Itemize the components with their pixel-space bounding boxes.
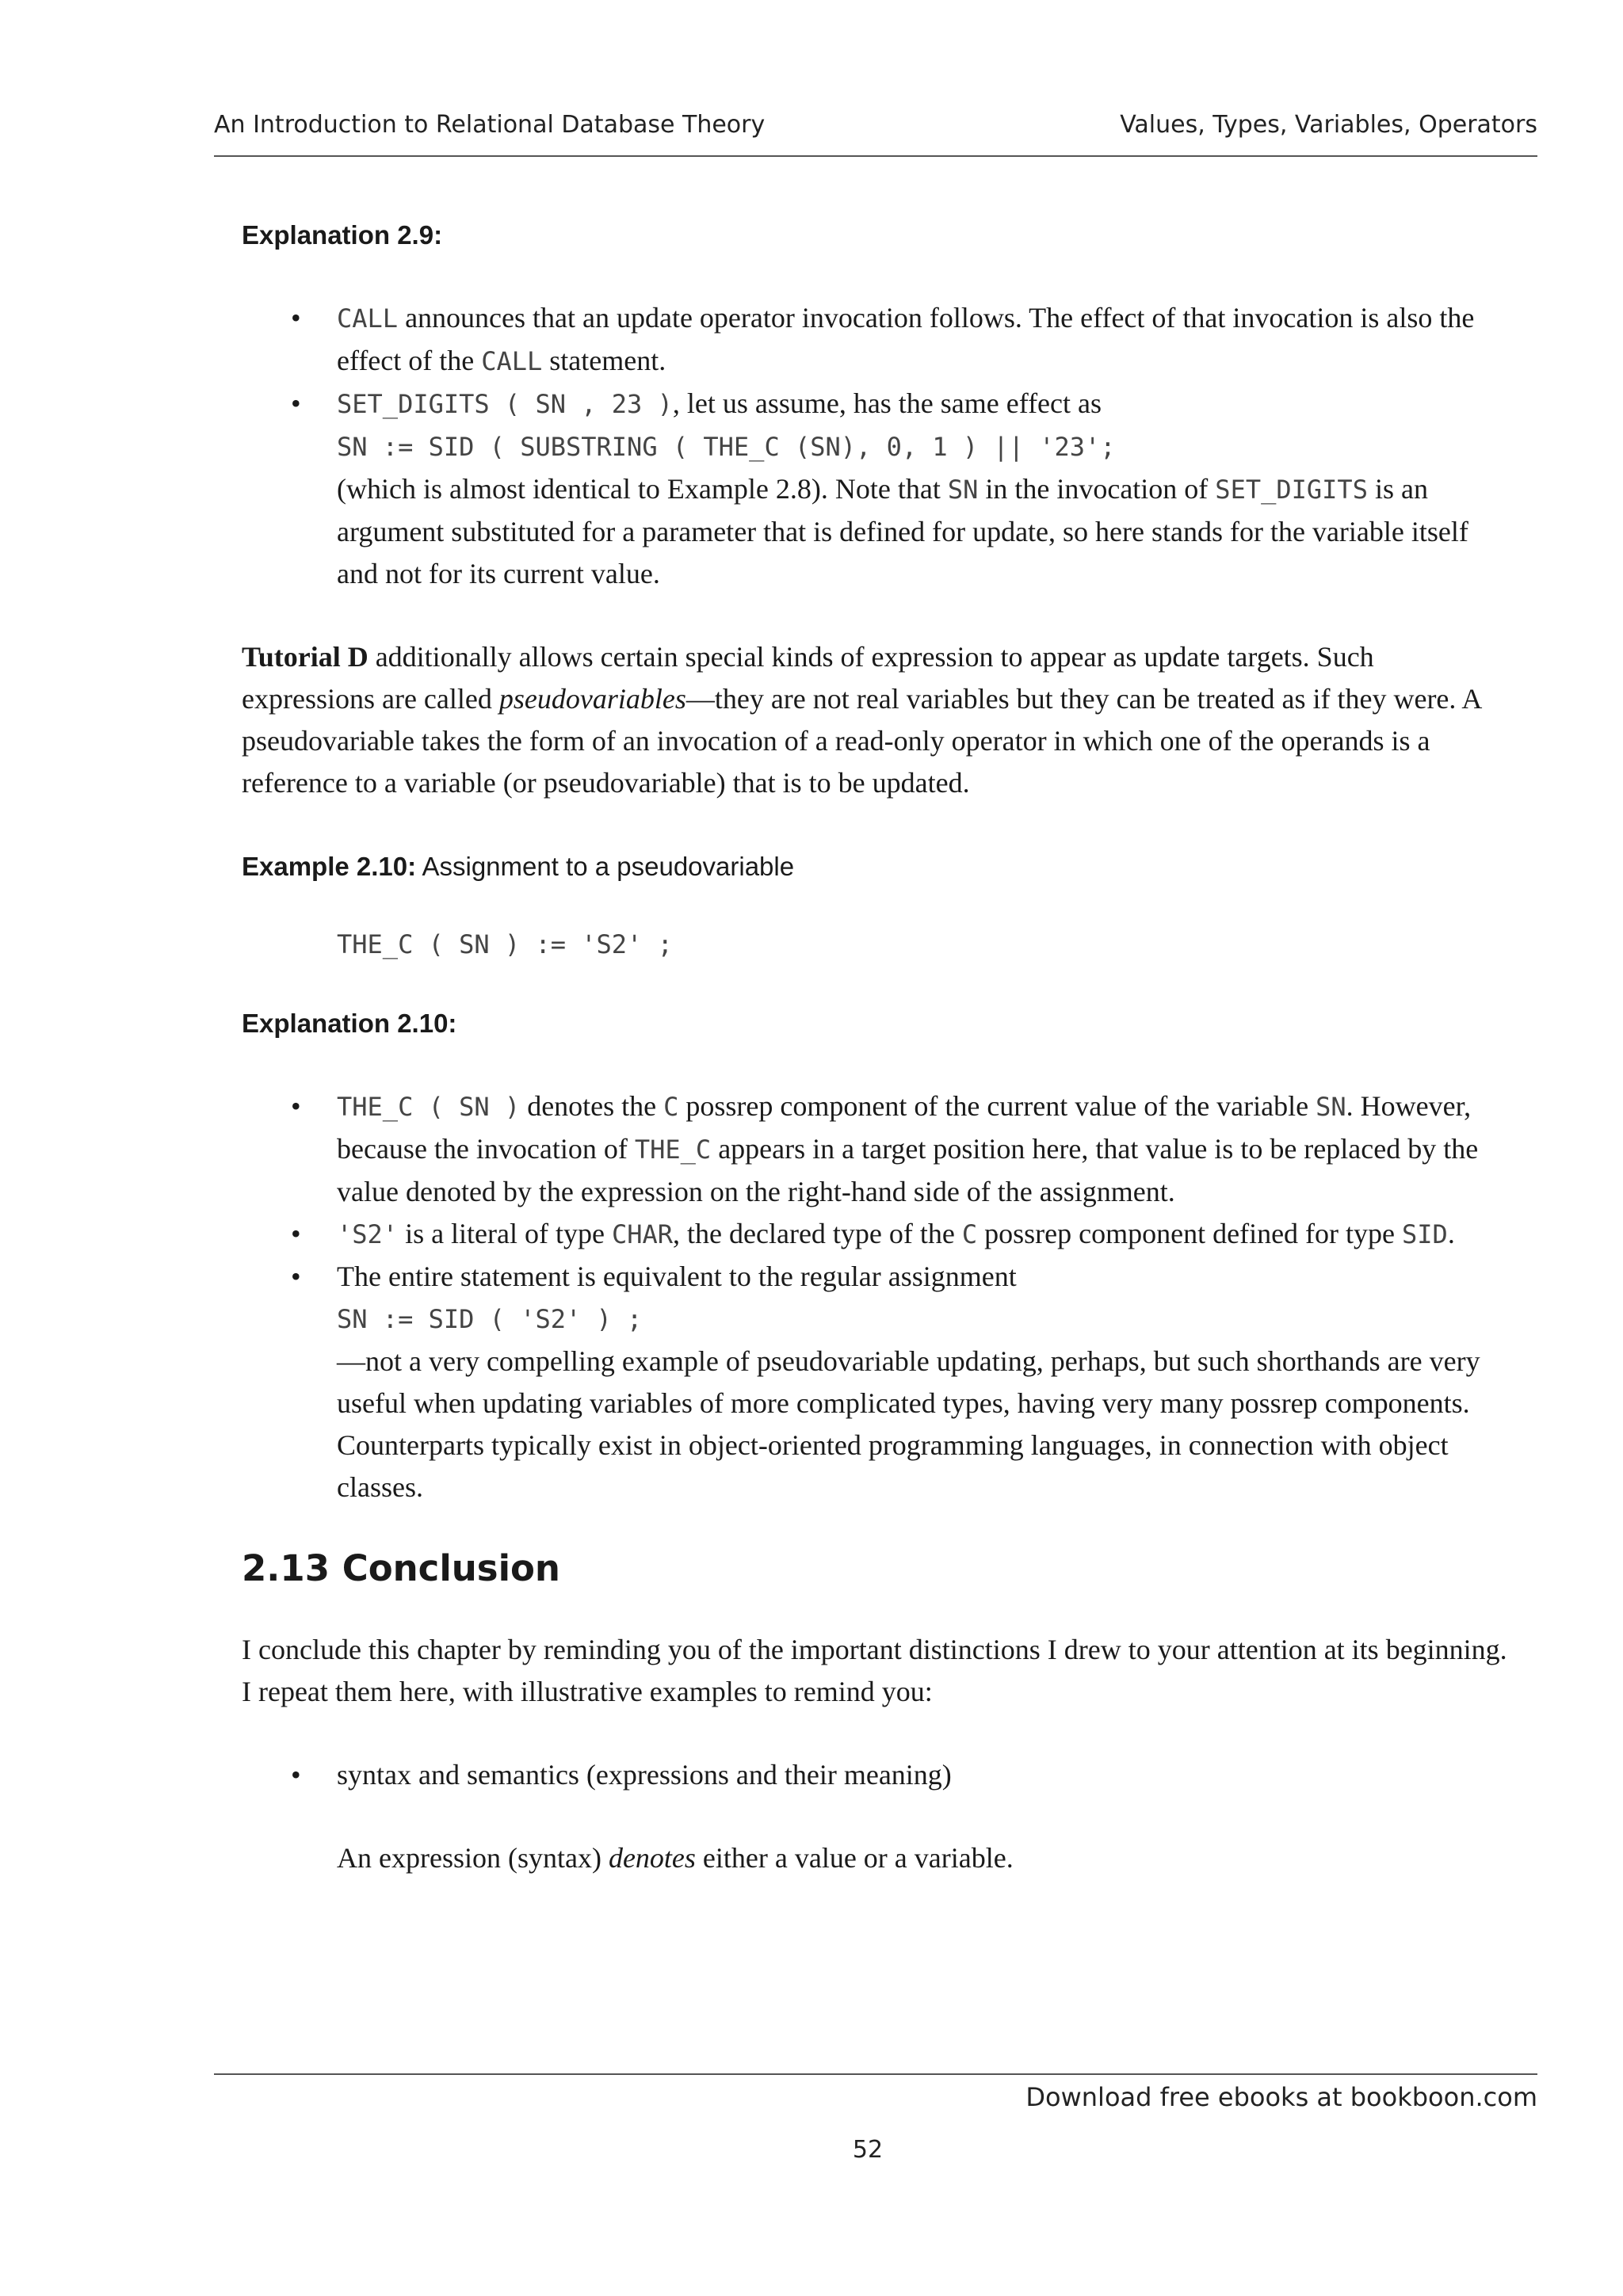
header-book-title: An Introduction to Relational Database Theory (214, 111, 766, 139)
bullet-glyph: • (291, 387, 301, 419)
inline-code: C (961, 1219, 978, 1249)
list-item (242, 1213, 1510, 1256)
explanation-2-9-heading: Explanation 2.9: (242, 220, 443, 250)
distinctions-list (242, 1754, 1510, 1796)
italic-term: pseudovariables (498, 683, 686, 715)
header-rule (214, 155, 1537, 157)
header-chapter-title: Values, Types, Variables, Operators (1120, 111, 1537, 139)
text-span: —not a very compelling example of pseudovariable updating, perhaps, but such shorthands are very useful when updating variables of more complicated types, having very many possrep components. Counterparts typically exist in object-oriented programming languages, in connection with object classes. (337, 1345, 1480, 1503)
text-span: in the invocation of (978, 473, 1216, 505)
inline-code: THE_C ( SN ) (337, 1092, 521, 1122)
text-span: possrep component defined for type (977, 1218, 1403, 1249)
text-span: appears in a target position here, that value is to be replaced by the value denoted by the expression on the right-hand side of the assignment. (337, 1133, 1479, 1207)
bold-term: Tutorial D (242, 641, 369, 673)
italic-term: denotes (608, 1842, 696, 1874)
text-span: The entire statement is equivalent to the regular assignment (337, 1261, 1017, 1292)
text-span: possrep component of the current value of the variable (678, 1090, 1316, 1122)
list-item (242, 383, 1510, 595)
bullet-glyph: • (291, 302, 301, 334)
expression-paragraph (242, 1837, 1510, 1879)
page-number: 52 (852, 2136, 884, 2164)
inline-code: THE_C (634, 1135, 712, 1165)
text-span: syntax and semantics (expressions and their meaning) (337, 1759, 952, 1791)
text-span: is an argument substituted for a parameter that is defined for update, so here stands for the variable itself and not for its current value. (337, 473, 1468, 589)
inline-code: SN (1316, 1092, 1346, 1122)
body-content (242, 214, 1510, 1879)
explanation-2-10-heading: Explanation 2.10: (242, 1009, 457, 1038)
list-item (242, 1085, 1510, 1213)
example-2-10-code: THE_C ( SN ) := 'S2' ; (337, 929, 673, 959)
list-item (242, 1256, 1510, 1508)
conclusion-paragraph: I conclude this chapter by reminding you of the important distinctions I drew to your attention at its beginning. I repeat them here, with illustrative examples to remind you: (242, 1634, 1507, 1707)
example-title: Assignment to a pseudovariable (416, 852, 795, 881)
explanation-2-10-list (242, 1085, 1510, 1508)
running-header (214, 111, 1537, 155)
text-span: . (1447, 1218, 1455, 1249)
footer-rule (214, 2073, 1537, 2075)
inline-code: CHAR (611, 1219, 674, 1249)
bullet-glyph: • (291, 1090, 301, 1122)
inline-code: SN (947, 475, 979, 505)
inline-code: CALL (337, 303, 399, 334)
text-span: , the declared type of the (673, 1218, 962, 1249)
example-2-10-heading (242, 845, 1510, 887)
bullet-glyph: • (291, 1759, 301, 1791)
text-span: (which is almost identical to Example 2.8). Note that (337, 473, 948, 505)
text-span: additionally allows certain special kinds of expression to appear as update targets. Such expressions are called (242, 641, 1374, 715)
text-span: , let us assume, has the same effect as (672, 387, 1102, 419)
bullet-glyph: • (291, 1218, 301, 1249)
text-span: . However, because the invocation of (337, 1090, 1472, 1165)
inline-code: C (663, 1092, 679, 1122)
text-span: statement. (542, 345, 666, 376)
inline-code: SET_DIGITS ( SN , 23 ) (337, 389, 673, 419)
inline-code: 'S2' (337, 1219, 399, 1249)
text-span: announces that an update operator invocation follows. The effect of that invocation is also the effect of the (337, 302, 1475, 376)
inline-code: CALL (481, 346, 543, 376)
inline-code: SID (1402, 1219, 1448, 1249)
section-title: 2.13 Conclusion (242, 1547, 560, 1589)
code-line: SN := SID ( SUBSTRING ( THE_C (SN), 0, 1 ) || '23'; (337, 432, 1116, 462)
footer-download-link[interactable]: Download free ebooks at bookboon.com (1025, 2082, 1537, 2112)
explanation-2-9-list (242, 297, 1510, 595)
inline-code: SET_DIGITS (1215, 475, 1368, 505)
list-item (242, 297, 1510, 383)
text-span: denotes the (520, 1090, 664, 1122)
text-span: An expression (syntax) (337, 1842, 609, 1874)
bullet-glyph: • (291, 1261, 301, 1292)
code-line: SN := SID ( 'S2' ) ; (337, 1304, 643, 1334)
text-span: —they are not real variables but they can be treated as if they were. A pseudovariable takes the form of an invocation of a read-only operator in which one of the operands is a reference to a variable (or pseudovariable) that is to be updated. (242, 683, 1481, 799)
text-span: either a value or a variable. (695, 1842, 1014, 1874)
tutorial-d-paragraph (242, 636, 1510, 804)
list-item (242, 1754, 1510, 1796)
text-span: is a literal of type (398, 1218, 612, 1249)
example-label: Example 2.10: (242, 852, 417, 881)
